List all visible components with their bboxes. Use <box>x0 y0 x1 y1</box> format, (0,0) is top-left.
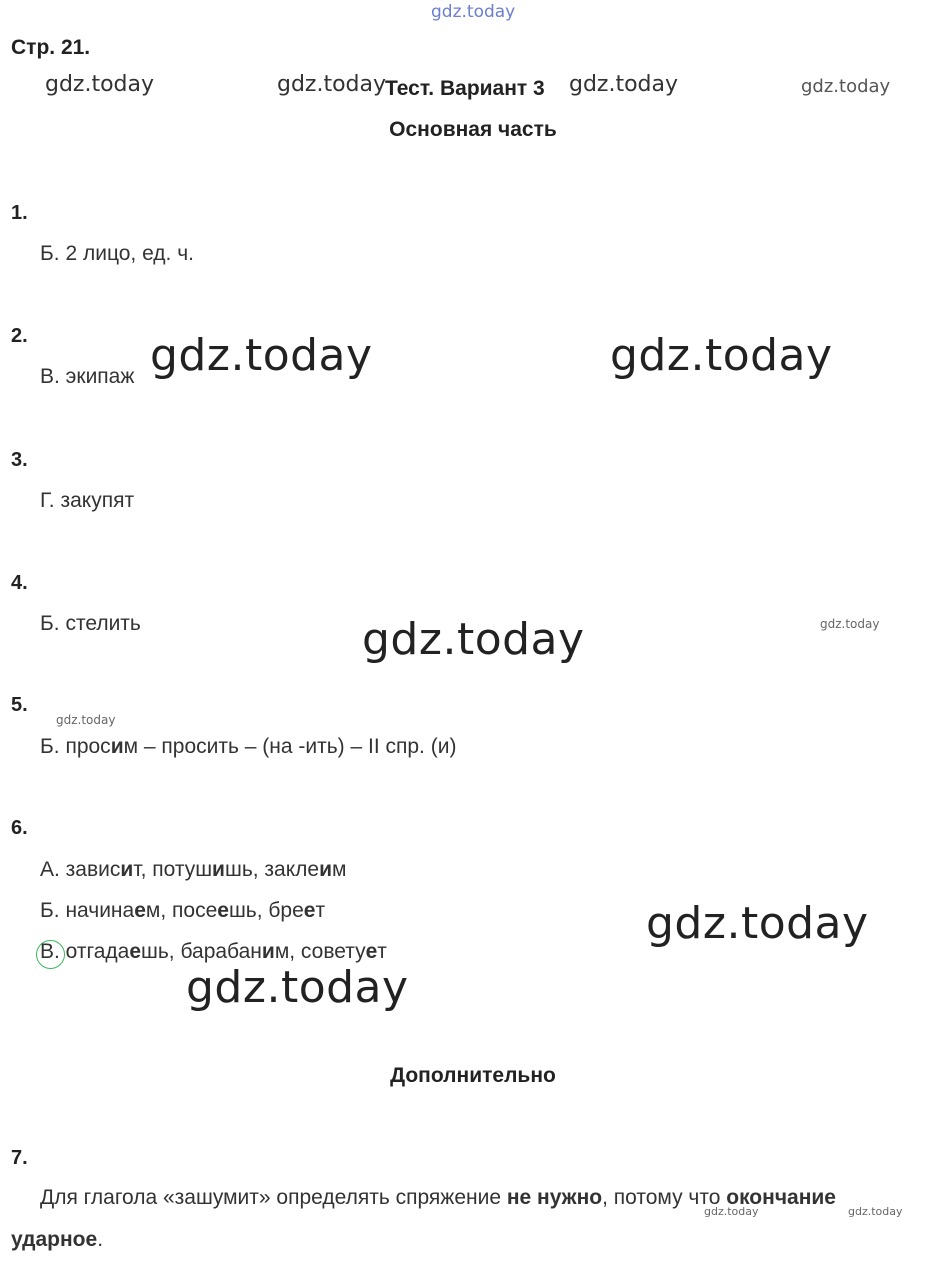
answer-7-line-1: Для глагола «зашумит» определять спряжение не нужно, потому что окончание <box>40 1186 836 1209</box>
answer-4: Б. стелить <box>40 612 141 635</box>
answer-6-option-a: А. зависит, потушишь, заклеим <box>40 858 347 881</box>
question-number: 4. <box>11 572 28 594</box>
watermark: gdz.today <box>45 72 155 97</box>
watermark: gdz.today <box>801 76 891 97</box>
section-main-heading: Основная часть <box>389 118 557 141</box>
answer-6-option-b: Б. начинаем, посеешь, бреет <box>40 899 326 922</box>
question-number: 7. <box>11 1147 28 1169</box>
answer-5: Б. просим – просить – (на -ить) – II спр. (и) <box>40 735 457 758</box>
watermark: gdz.today <box>646 898 869 949</box>
answer-2: В. экипаж <box>40 365 135 388</box>
watermark-top: gdz.today <box>431 2 516 22</box>
answer-7-line-2: ударное. <box>11 1228 104 1251</box>
answer-6-option-c: В. отгадаешь, барабаним, советует <box>40 940 387 963</box>
watermark: gdz.today <box>186 962 409 1013</box>
watermark: gdz.today <box>848 1205 903 1218</box>
watermark: gdz.today <box>150 330 373 381</box>
watermark: gdz.today <box>820 617 880 631</box>
question-number: 6. <box>11 817 28 839</box>
question-number: 1. <box>11 202 28 224</box>
watermark: gdz.today <box>56 713 116 727</box>
answer-1: Б. 2 лицо, ед. ч. <box>40 242 195 265</box>
watermark: gdz.today <box>569 72 679 97</box>
watermark: gdz.today <box>362 614 585 665</box>
watermark: gdz.today <box>610 330 833 381</box>
answer-3: Г. закупят <box>40 489 135 512</box>
section-extra-heading: Дополнительно <box>390 1064 556 1087</box>
question-number: 3. <box>11 449 28 471</box>
watermark: gdz.today <box>277 72 387 97</box>
question-number: 5. <box>11 694 28 716</box>
test-title: Тест. Вариант 3 <box>385 77 545 100</box>
page-number: Стр. 21. <box>11 36 91 59</box>
question-number: 2. <box>11 325 28 347</box>
watermark: gdz.today <box>704 1205 759 1218</box>
